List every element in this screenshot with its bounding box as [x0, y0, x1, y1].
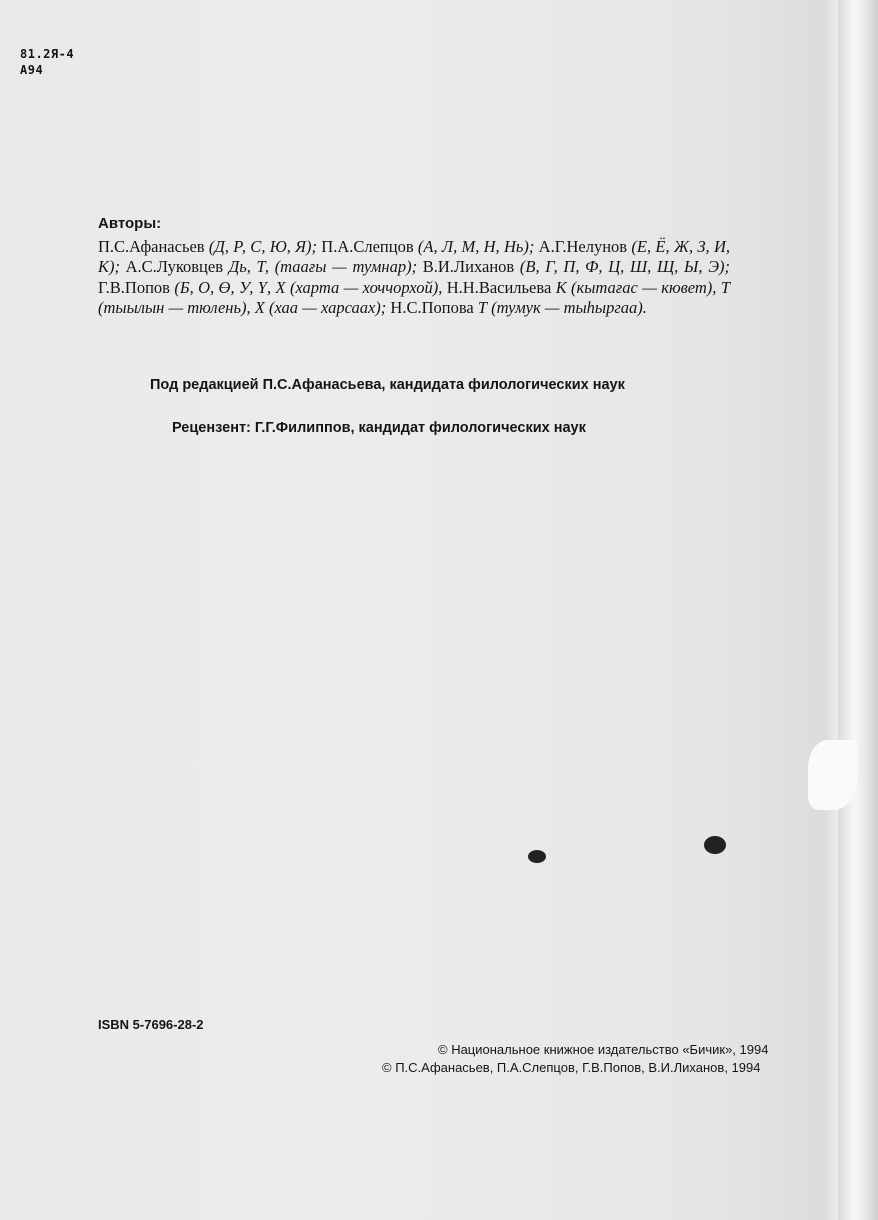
author-name: Н.Н.Васильева [442, 277, 556, 297]
author-name: П.С.Афанасьев [98, 237, 209, 257]
author-letters: (В, Г, П, Ф, Ц, Ш, Щ, Ы, Э); [519, 257, 730, 277]
page-edge [838, 0, 878, 1220]
isbn: ISBN 5-7696-28-2 [98, 1017, 204, 1032]
ink-stain [528, 850, 546, 863]
author-name: П.А.Слепцов [317, 237, 418, 257]
ink-stain [704, 836, 726, 854]
author-letters: К (кытағас — кювет), Т (тыылын — тюлень), Х (хаа — харсаах); [98, 277, 730, 317]
author-letters: (Д, Р, С, Ю, Я); [208, 237, 317, 257]
author-name: В.И.Лиханов [417, 257, 520, 277]
author-letters: (А, Л, М, Н, Нь); [417, 237, 535, 257]
authors-heading: Авторы: [98, 215, 162, 232]
reviewer-line: Рецензент: Г.Г.Филиппов, кандидат филологических наук [172, 420, 586, 436]
author-name: Н.С.Попова [386, 297, 478, 317]
author-mark: А94 [20, 63, 44, 77]
author-name: Г.В.Попов [98, 277, 175, 297]
author-name: А.Г.Нелунов [534, 237, 632, 257]
authors-block [98, 214, 730, 318]
authors-list [98, 237, 730, 318]
udc-code: 81.2Я-4 [20, 47, 75, 61]
paper-tear [808, 740, 858, 810]
author-letters: Т (тумук — тыһыргаа). [477, 297, 647, 317]
author-letters: (Е, Ё, Ж, З, И, К); [98, 237, 730, 277]
author-name: А.С.Луковцев [119, 257, 229, 277]
editor-line: Под редакцией П.С.Афанасьева, кандидата филологических наук [150, 377, 625, 393]
copyright-authors: © П.С.Афанасьев, П.А.Слепцов, Г.В.Попов, В.И.Лиханов, 1994 [382, 1060, 761, 1075]
library-classification [20, 46, 74, 78]
author-letters: (Б, О, Ө, У, Ү, Х (харта — хоччорхой), [174, 277, 443, 297]
copyright-publisher: © Национальное книжное издательство «Бичик», 1994 [438, 1042, 769, 1057]
author-letters: Дь, Т, (таағы — тумнар); [228, 257, 418, 277]
